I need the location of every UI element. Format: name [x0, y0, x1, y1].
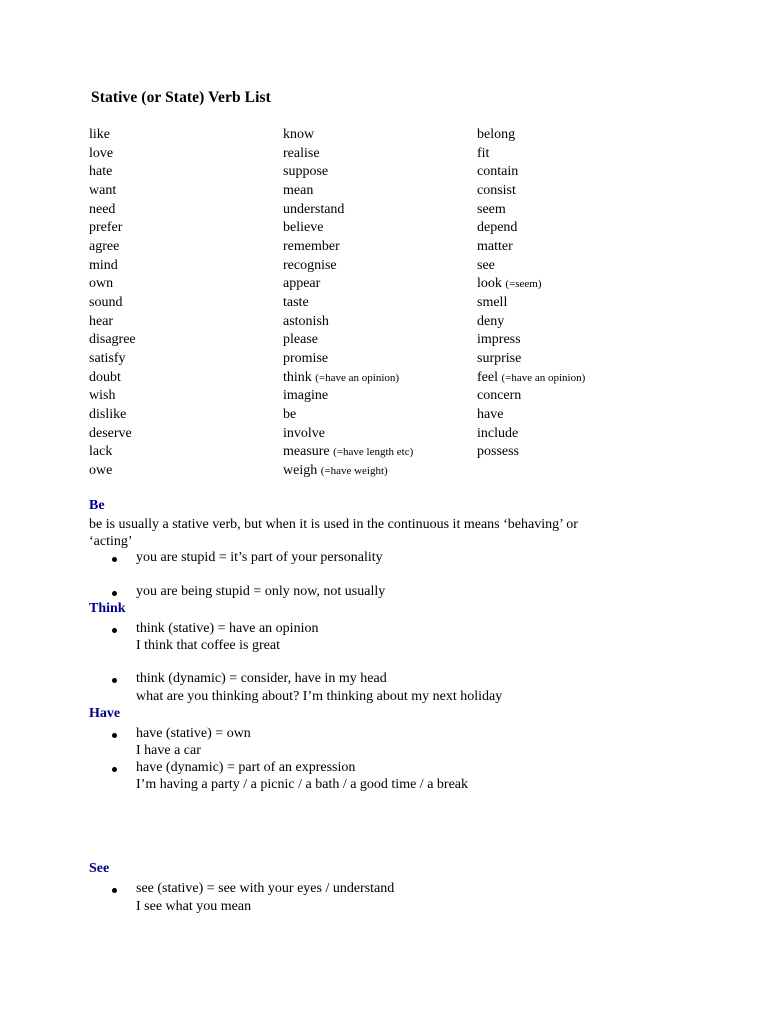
- see-bullet-1: see (stative) = see with your eyes / understand: [136, 881, 395, 896]
- verb-word: taste: [283, 294, 309, 310]
- verb-word: measure: [283, 444, 330, 460]
- verb-word: want: [89, 182, 117, 198]
- verb-item: [283, 462, 413, 481]
- verb-word: hate: [89, 164, 113, 180]
- be-bullet-2: you are being stupid = only now, not usually: [136, 584, 386, 599]
- verb-word: fit: [477, 145, 490, 161]
- verb-item: [477, 294, 585, 313]
- verb-item: [89, 387, 136, 406]
- verb-word: realise: [283, 145, 320, 161]
- verb-word: belong: [477, 127, 516, 142]
- verb-column-1: [89, 126, 136, 480]
- verb-word: sound: [89, 294, 123, 310]
- verb-item: [89, 126, 136, 145]
- verb-word: weigh: [283, 462, 318, 478]
- bullet-icon: [112, 733, 117, 738]
- verb-item: [283, 313, 413, 332]
- bullet-icon: [112, 678, 117, 683]
- verb-word: promise: [283, 350, 329, 366]
- verb-word: understand: [283, 201, 345, 217]
- verb-item: [477, 331, 585, 350]
- verb-word: deserve: [89, 425, 132, 441]
- verb-word: astonish: [283, 313, 329, 329]
- verb-word: prefer: [89, 220, 123, 236]
- verb-word: feel: [477, 369, 498, 385]
- section-heading-have: Have: [89, 706, 121, 721]
- verb-item: [283, 145, 413, 164]
- verb-item: [89, 350, 136, 369]
- verb-item: [477, 219, 585, 238]
- think-bullet-1: think (stative) = have an opinion: [136, 621, 319, 636]
- verb-item: [283, 331, 413, 350]
- verb-item: [89, 238, 136, 257]
- verb-item: [89, 406, 136, 425]
- verb-item: [283, 182, 413, 201]
- verb-word: concern: [477, 388, 522, 404]
- think-example-1: I think that coffee is great: [136, 638, 280, 653]
- verb-item: [283, 126, 413, 145]
- verb-word: look: [477, 276, 502, 292]
- verb-word: hear: [89, 313, 114, 329]
- be-bullet-1: you are stupid = it’s part of your personality: [136, 550, 383, 565]
- verb-word: satisfy: [89, 350, 126, 366]
- verb-item: [477, 350, 585, 369]
- verb-item: [89, 219, 136, 238]
- verb-item: [477, 238, 585, 257]
- verb-word: recognise: [283, 257, 337, 273]
- verb-word: owe: [89, 462, 113, 478]
- verb-item: [283, 406, 413, 425]
- verb-word: believe: [283, 220, 324, 236]
- verb-word: deny: [477, 313, 505, 329]
- verb-word: possess: [477, 444, 520, 460]
- verb-item: [283, 387, 413, 406]
- verb-item: [89, 331, 136, 350]
- be-intro-line-2: ‘acting’: [89, 534, 133, 549]
- verb-word: suppose: [283, 164, 329, 180]
- verb-item: [477, 425, 585, 444]
- verb-word: doubt: [89, 369, 121, 385]
- bullet-icon: [112, 888, 117, 893]
- see-example-1: I see what you mean: [136, 899, 252, 914]
- verb-word: disagree: [89, 332, 136, 348]
- verb-column-3: [477, 126, 585, 462]
- verb-item: [477, 182, 585, 201]
- verb-word: remember: [283, 238, 340, 254]
- verb-word: lack: [89, 444, 113, 460]
- verb-word: see: [477, 257, 495, 273]
- bullet-icon: [112, 591, 117, 596]
- verb-word: agree: [89, 238, 120, 254]
- verb-item: [89, 369, 136, 388]
- verb-item: [477, 201, 585, 220]
- verb-word: wish: [89, 388, 116, 404]
- verb-item: [283, 257, 413, 276]
- verb-word: imagine: [283, 388, 329, 404]
- verb-item: [89, 425, 136, 444]
- verb-word: matter: [477, 238, 513, 254]
- verb-word: think: [283, 369, 312, 385]
- verb-item: [477, 145, 585, 164]
- verb-word: be: [283, 406, 297, 422]
- verb-item: [283, 369, 413, 388]
- verb-note: (=seem): [505, 278, 542, 291]
- verb-word: mind: [89, 257, 118, 273]
- think-example-2: what are you thinking about? I’m thinking about my next holiday: [136, 689, 503, 704]
- verb-item: [283, 294, 413, 313]
- verb-word: own: [89, 276, 114, 292]
- verb-note: (=have length etc): [333, 446, 414, 459]
- verb-item: [89, 145, 136, 164]
- verb-word: impress: [477, 332, 521, 348]
- verb-item: [283, 350, 413, 369]
- verb-item: [283, 201, 413, 220]
- verb-item: [89, 163, 136, 182]
- verb-item: [477, 443, 585, 462]
- verb-word: please: [283, 332, 318, 348]
- verb-word: smell: [477, 294, 508, 310]
- bullet-icon: [112, 628, 117, 633]
- verb-word: mean: [283, 182, 314, 198]
- have-example-2: I’m having a party / a picnic / a bath / a good time / a break: [136, 777, 468, 792]
- verb-item: [477, 257, 585, 276]
- verb-item: [89, 275, 136, 294]
- verb-note: (=have an opinion): [315, 371, 400, 384]
- verb-item: [89, 294, 136, 313]
- think-bullet-2: think (dynamic) = consider, have in my head: [136, 671, 387, 686]
- verb-word: involve: [283, 425, 325, 441]
- verb-item: [89, 313, 136, 332]
- verb-word: consist: [477, 182, 516, 198]
- verb-item: [283, 219, 413, 238]
- verb-word: need: [89, 201, 116, 217]
- section-heading-see: See: [89, 861, 110, 876]
- verb-item: [477, 406, 585, 425]
- verb-item: [283, 425, 413, 444]
- verb-word: contain: [477, 164, 519, 180]
- verb-item: [477, 369, 585, 388]
- verb-word: know: [283, 127, 315, 142]
- verb-item: [477, 126, 585, 145]
- section-heading-think: Think: [89, 601, 126, 616]
- verb-word: include: [477, 425, 519, 441]
- have-example-1: I have a car: [136, 743, 201, 758]
- verb-item: [477, 313, 585, 332]
- verb-item: [477, 163, 585, 182]
- page-title: Stative (or State) Verb List: [91, 89, 271, 106]
- verb-item: [283, 238, 413, 257]
- verb-word: have: [477, 406, 504, 422]
- be-intro-line-1: be is usually a stative verb, but when it is used in the continuous it means ‘behaving’ or: [89, 517, 578, 532]
- verb-word: love: [89, 145, 114, 161]
- verb-item: [477, 275, 585, 294]
- verb-item: [89, 182, 136, 201]
- bullet-icon: [112, 767, 117, 772]
- verb-item: [89, 257, 136, 276]
- have-bullet-2: have (dynamic) = part of an expression: [136, 760, 356, 775]
- verb-note: (=have an opinion): [501, 371, 586, 384]
- verb-word: depend: [477, 220, 518, 236]
- verb-word: seem: [477, 201, 506, 217]
- section-heading-be: Be: [89, 498, 105, 513]
- verb-word: dislike: [89, 406, 127, 422]
- verb-word: appear: [283, 276, 321, 292]
- verb-item: [283, 275, 413, 294]
- verb-word: like: [89, 127, 110, 142]
- verb-column-2: [283, 126, 413, 480]
- verb-item: [283, 443, 413, 462]
- verb-item: [89, 201, 136, 220]
- bullet-icon: [112, 557, 117, 562]
- verb-item: [89, 462, 136, 481]
- verb-item: [89, 443, 136, 462]
- verb-item: [477, 387, 585, 406]
- have-bullet-1: have (stative) = own: [136, 726, 251, 741]
- verb-item: [283, 163, 413, 182]
- verb-note: (=have weight): [320, 464, 388, 477]
- verb-word: surprise: [477, 350, 522, 366]
